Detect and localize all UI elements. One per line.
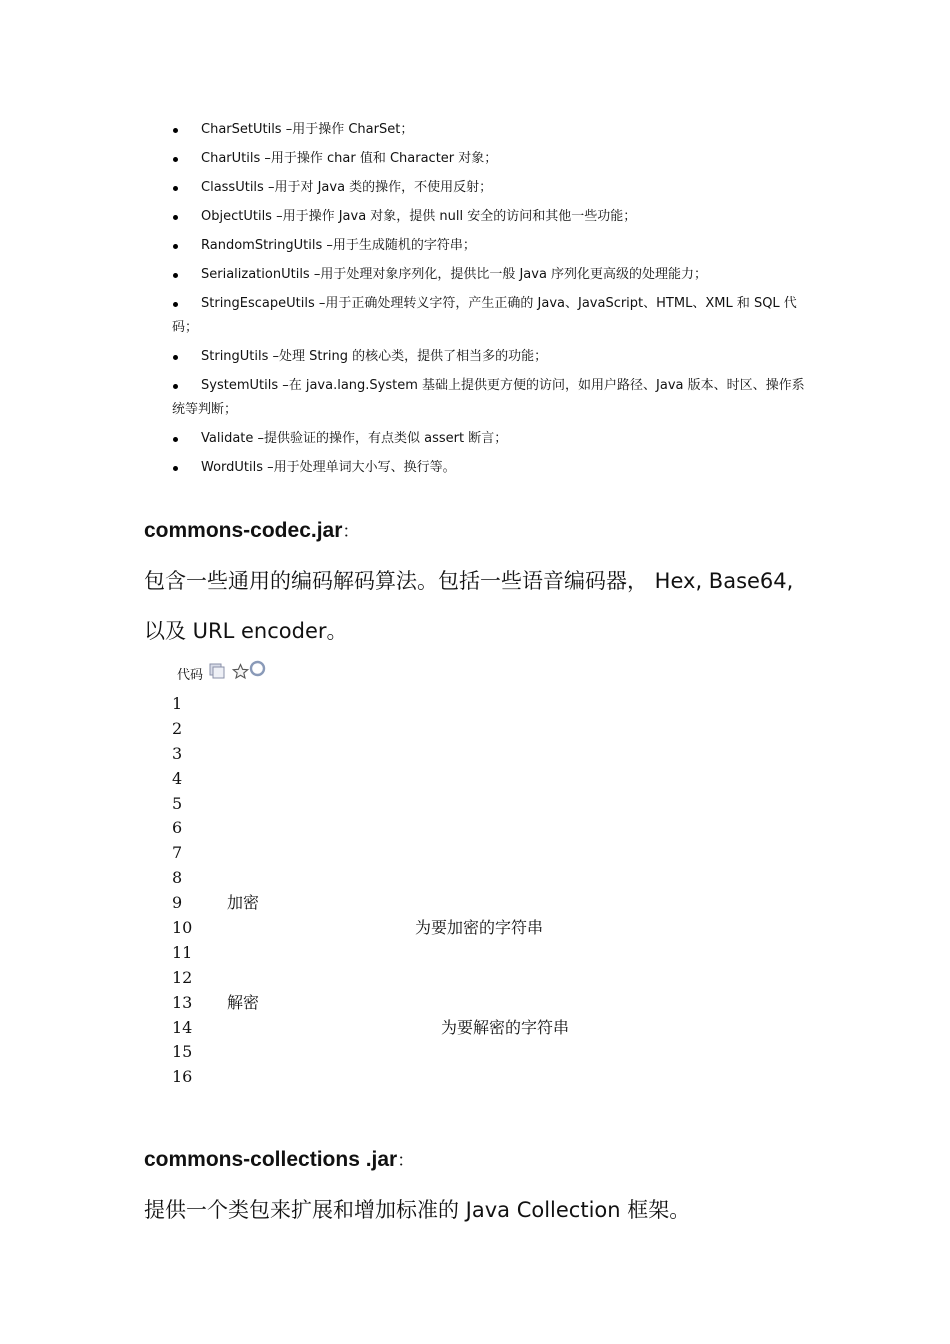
code-line	[172, 866, 772, 891]
collections-description: 提供一个类包来扩展和增加标准的 Java Collection 框架。	[144, 1198, 691, 1222]
star-icon[interactable]	[232, 663, 249, 680]
line-number: 6	[172, 818, 183, 838]
list-item-text: CharSetUtils –用于操作 CharSet；	[201, 122, 414, 137]
list-item-text: WordUtils –用于处理单词大小写、换行等。	[201, 460, 456, 475]
copy-icon[interactable]	[209, 663, 226, 680]
bullet-icon	[173, 466, 178, 471]
list-item-text: CharUtils –用于操作 char 值和 Character 对象；	[201, 151, 498, 166]
code-line	[172, 991, 772, 1016]
bullet-icon	[173, 384, 178, 389]
bullet-icon	[173, 215, 178, 220]
line-number: 12	[172, 967, 193, 987]
line-number: 1	[172, 694, 183, 713]
line-number: 5	[172, 793, 183, 813]
list-item-text: ObjectUtils –用于操作 Java 对象，提供 null 安全的访问和其他一些功能；	[201, 209, 637, 224]
list-item	[172, 263, 812, 287]
code-line	[172, 916, 772, 941]
line-number: 2	[172, 718, 183, 738]
list-item-text: StringUtils –处理 String 的核心类，提供了相当多的功能；	[201, 349, 548, 364]
line-number: 11	[172, 942, 193, 962]
line-number: 16	[172, 1067, 193, 1087]
line-number: 14	[172, 1017, 193, 1037]
line-number: 10	[172, 918, 193, 938]
code-line	[172, 692, 772, 717]
code-line	[172, 891, 772, 916]
code-line	[172, 816, 772, 841]
list-item	[172, 456, 812, 480]
list-item	[172, 176, 812, 200]
code-line	[172, 1040, 772, 1065]
code-line	[172, 841, 772, 866]
list-item-text: StringEscapeUtils –用于正确处理转义字符，产生正确的 Java、JavaScript、HTML、XML 和 SQL 代码；	[172, 296, 797, 335]
collections-heading-colon: ：	[397, 1151, 415, 1170]
code-line	[172, 792, 772, 817]
code-line	[172, 742, 772, 767]
code-line	[172, 1065, 772, 1090]
bullet-icon	[173, 157, 178, 162]
code-text: 为要加密的字符串	[415, 918, 544, 938]
list-item	[172, 374, 812, 422]
bullet-icon	[173, 273, 178, 278]
list-item	[172, 118, 812, 142]
code-text: 为要解密的字符串	[441, 1017, 570, 1037]
refresh-icon[interactable]	[249, 660, 266, 677]
list-item-text: SystemUtils –在 java.lang.System 基础上提供更方便的访问，如用户路径、Java 版本、时区、操作系统等判断；	[172, 378, 805, 417]
bullet-icon	[173, 437, 178, 442]
code-line	[172, 941, 772, 966]
collections-heading	[144, 1147, 414, 1174]
list-item	[172, 427, 812, 451]
collections-heading-text: commons-collections .jar	[144, 1148, 398, 1171]
code-toolbar	[177, 662, 272, 686]
line-number: 7	[172, 843, 183, 863]
list-item-text: RandomStringUtils –用于生成随机的字符串；	[201, 238, 476, 253]
utils-bullet-list	[172, 118, 812, 485]
list-item	[172, 345, 812, 369]
line-number: 13	[172, 992, 193, 1012]
list-item	[172, 205, 812, 229]
list-item	[172, 147, 812, 171]
line-number: 3	[172, 743, 183, 763]
code-block	[172, 692, 772, 1090]
bullet-icon	[173, 302, 178, 307]
bullet-icon	[173, 244, 178, 249]
code-line	[172, 1016, 772, 1041]
codec-heading	[144, 518, 359, 545]
line-number: 15	[172, 1042, 193, 1062]
codec-description: 包含一些通用的编码解码算法。包括一些语音编码器， Hex, Base64, 以及 URL encoder。	[144, 569, 794, 643]
list-item-text: ClassUtils –用于对 Java 类的操作，不使用反射；	[201, 180, 493, 195]
codec-heading-colon: ：	[342, 522, 360, 541]
line-number: 8	[172, 868, 183, 888]
code-line	[172, 767, 772, 792]
code-line	[172, 717, 772, 742]
code-text: 加密	[227, 893, 260, 913]
line-number: 9	[172, 893, 183, 913]
list-item-text: SerializationUtils –用于处理对象序列化，提供比一般 Java 序列化更高级的处理能力；	[201, 267, 708, 282]
bullet-icon	[173, 186, 178, 191]
list-item	[172, 234, 812, 258]
bullet-icon	[173, 355, 178, 360]
code-label: 代码	[177, 668, 204, 683]
code-line	[172, 966, 772, 991]
list-item-text: Validate –提供验证的操作，有点类似 assert 断言；	[201, 431, 508, 446]
bullet-icon	[173, 128, 178, 133]
codec-heading-text: commons-codec.jar	[144, 519, 343, 542]
list-item	[172, 292, 812, 340]
line-number: 4	[172, 768, 183, 788]
code-text: 解密	[227, 992, 260, 1012]
